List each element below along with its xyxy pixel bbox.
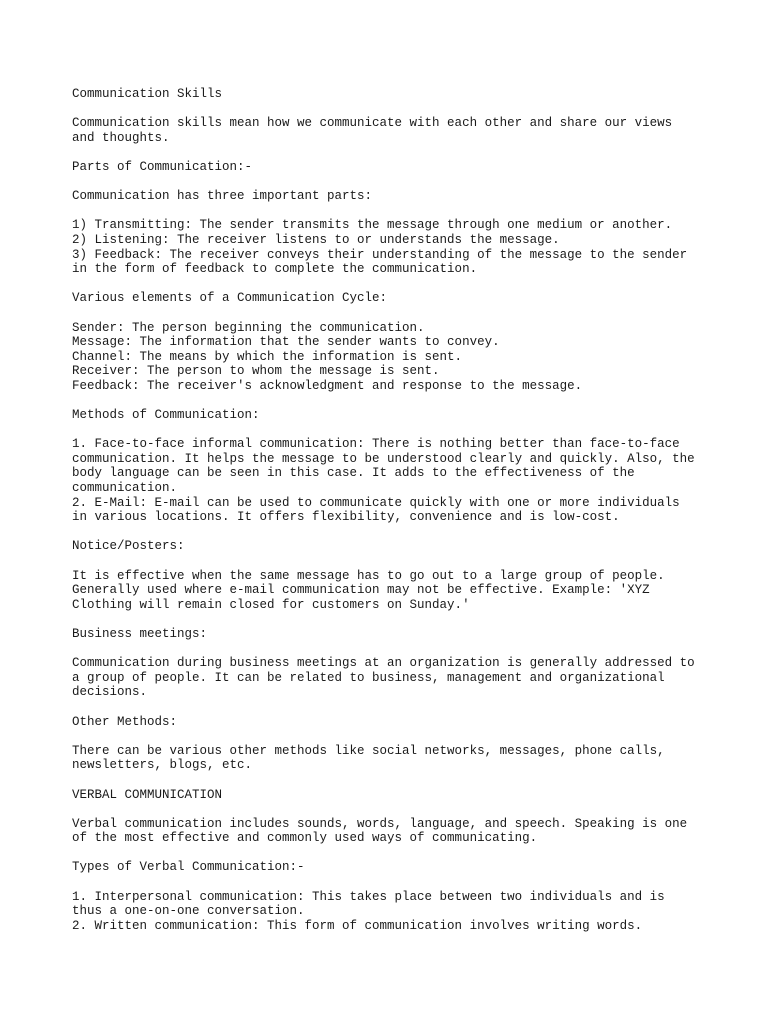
text-line: decisions. bbox=[72, 685, 148, 700]
text-line: 2. Written communication: This form of communication involves writing words. bbox=[72, 918, 643, 933]
text-line: Verbal communication includes sounds, words, language, and speech. Speaking is one bbox=[72, 816, 688, 831]
paragraph bbox=[72, 218, 712, 276]
text-line: of the most effective and commonly used ways of communicating. bbox=[72, 831, 538, 846]
text-line: 3) Feedback: The receiver conveys their understanding of the message to the sender bbox=[72, 247, 688, 262]
text-line: a group of people. It can be related to business, management and organizational bbox=[72, 670, 665, 685]
paragraph bbox=[72, 539, 712, 554]
text-line: Generally used where e-mail communication may not be effective. Example: 'XYZ bbox=[72, 583, 650, 598]
text-line: Other Methods: bbox=[72, 714, 178, 729]
text-line: thus a one-on-one conversation. bbox=[72, 904, 305, 919]
text-line: 1) Transmitting: The sender transmits the message through one medium or another. bbox=[72, 218, 673, 233]
paragraph bbox=[72, 569, 712, 613]
paragraph bbox=[72, 321, 712, 394]
paragraph bbox=[72, 656, 712, 700]
text-line: Message: The information that the sender wants to convey. bbox=[72, 335, 500, 350]
text-line: Methods of Communication: bbox=[72, 408, 260, 423]
paragraph bbox=[72, 437, 712, 525]
text-line: newsletters, blogs, etc. bbox=[72, 758, 253, 773]
paragraph bbox=[72, 291, 712, 306]
text-line: body language can be seen in this case. It adds to the effectiveness of the bbox=[72, 466, 635, 481]
text-line: Clothing will remain closed for customers on Sunday.' bbox=[72, 597, 470, 612]
text-line: communication. bbox=[72, 481, 178, 496]
text-line: Receiver: The person to whom the message is sent. bbox=[72, 364, 440, 379]
paragraph bbox=[72, 189, 712, 204]
paragraph bbox=[72, 116, 712, 145]
text-line: Sender: The person beginning the communication. bbox=[72, 320, 425, 335]
text-line: Channel: The means by which the information is sent. bbox=[72, 349, 463, 364]
text-line: Communication during business meetings at an organization is generally addressed to bbox=[72, 656, 695, 671]
paragraph bbox=[72, 744, 712, 773]
text-line: There can be various other methods like social networks, messages, phone calls, bbox=[72, 743, 665, 758]
text-line: VERBAL COMMUNICATION bbox=[72, 787, 223, 802]
text-line: Communication has three important parts: bbox=[72, 189, 373, 204]
text-line: It is effective when the same message has to go out to a large group of people. bbox=[72, 568, 665, 583]
text-line: Parts of Communication:- bbox=[72, 159, 253, 174]
text-line: Various elements of a Communication Cycle: bbox=[72, 291, 388, 306]
paragraph bbox=[72, 627, 712, 642]
text-line: in the form of feedback to complete the communication. bbox=[72, 262, 478, 277]
text-line: 1. Interpersonal communication: This takes place between two individuals and is bbox=[72, 889, 665, 904]
paragraph bbox=[72, 860, 712, 875]
text-line: Business meetings: bbox=[72, 626, 208, 641]
document-body bbox=[72, 87, 712, 948]
text-line: Notice/Posters: bbox=[72, 539, 185, 554]
paragraph bbox=[72, 408, 712, 423]
text-line: in various locations. It offers flexibility, convenience and is low-cost. bbox=[72, 510, 620, 525]
text-line: 2) Listening: The receiver listens to or understands the message. bbox=[72, 232, 560, 247]
paragraph bbox=[72, 817, 712, 846]
text-line: and thoughts. bbox=[72, 130, 170, 145]
paragraph bbox=[72, 788, 712, 803]
text-line: 2. E-Mail: E-mail can be used to communicate quickly with one or more individuals bbox=[72, 495, 680, 510]
paragraph bbox=[72, 890, 712, 934]
text-line: 1. Face-to-face informal communication: There is nothing better than face-to-face bbox=[72, 437, 680, 452]
text-line: Types of Verbal Communication:- bbox=[72, 860, 305, 875]
paragraph bbox=[72, 160, 712, 175]
paragraph bbox=[72, 715, 712, 730]
text-line: Communication skills mean how we communicate with each other and share our views bbox=[72, 116, 673, 131]
document-title bbox=[72, 87, 712, 102]
text-line: communication. It helps the message to be understood clearly and quickly. Also, the bbox=[72, 451, 695, 466]
text-line: Communication Skills bbox=[72, 87, 223, 101]
text-line: Feedback: The receiver's acknowledgment and response to the message. bbox=[72, 378, 583, 393]
